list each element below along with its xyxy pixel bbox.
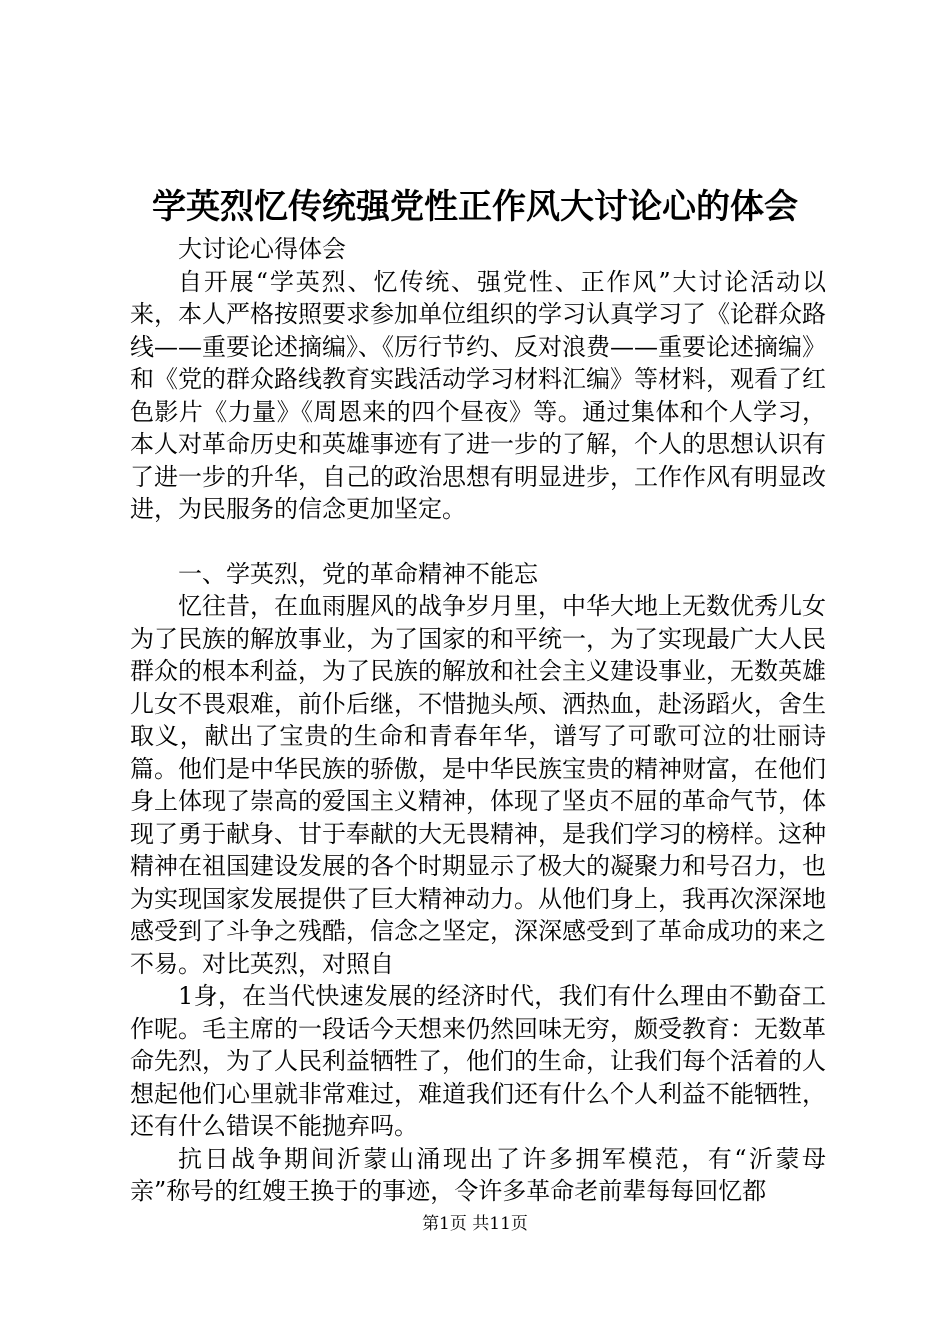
paragraph-yimeng: 抗日战争期间沂蒙山涌现出了许多拥军模范，有“沂蒙母亲”称号的红嫂王换于的事迹，令许多革命老前辈每每回忆都 bbox=[130, 1144, 826, 1205]
document-body bbox=[130, 233, 826, 1208]
paragraph-subtitle: 大讨论心得体会 bbox=[178, 235, 346, 263]
paragraph-intro: 自开展“学英烈、忆传统、强党性、正作风”大讨论活动以来，本人严格按照要求参加单位组织的学习认真学习了《论群众路线——重要论述摘编》、《厉行节约、反对浪费——重要论述摘编》和《党的群众路线教育实践活动学习材料汇编》等材料，观看了红色影片《力量》《周恩来的四个昼夜》等。通过集体和个人学习，本人对革命历史和英雄事迹有了进一步的了解，个人的思想认识有了进一步的升华，自己的政治思想有明显进步，工作作风有明显改进，为民服务的信念更加坚定。 bbox=[130, 267, 826, 523]
page-number-footer: 第1页 共11页 bbox=[422, 1214, 528, 1234]
paragraph-reflection: 1身，在当代快速发展的经济时代，我们有什么理由不勤奋工作呢。毛主席的一段话今天想来仍然回味无穷，颇受教育：无数革命先烈，为了人民利益牺牲了，他们的生命，让我们每个活着的人想起他们心里就非常难过，难道我们还有什么个人利益不能牺牲，还有什么错误不能抛弃吗。 bbox=[130, 982, 826, 1140]
paragraph-heroes: 忆往昔，在血雨腥风的战争岁月里，中华大地上无数优秀儿女为了民族的解放事业，为了国家的和平统一，为了实现最广大人民群众的根本利益，为了民族的解放和社会主义建设事业，无数英雄儿女不畏艰难，前仆后继，不惜抛头颅、洒热血，赴汤蹈火，舍生取义，献出了宝贵的生命和青春年华，谱写了可歌可泣的壮丽诗篇。他们是中华民族的骄傲，是中华民族宝贵的精神财富，在他们身上体现了崇高的爱国主义精神，体现了坚贞不屈的革命气节，体现了勇于献身、甘于奉献的大无畏精神，是我们学习的榜样。这种精神在祖国建设发展的各个时期显示了极大的凝聚力和号召力，也为实现国家发展提供了巨大精神动力。从他们身上，我再次深深地感受到了斗争之残酷，信念之坚定，深深感受到了革命成功的来之不易。对比英烈，对照自 bbox=[130, 592, 826, 978]
section-heading-1: 一、学英烈，党的革命精神不能忘 bbox=[178, 559, 538, 588]
document-title: 学英烈忆传统强党性正作风大讨论心的体会 bbox=[152, 187, 798, 227]
